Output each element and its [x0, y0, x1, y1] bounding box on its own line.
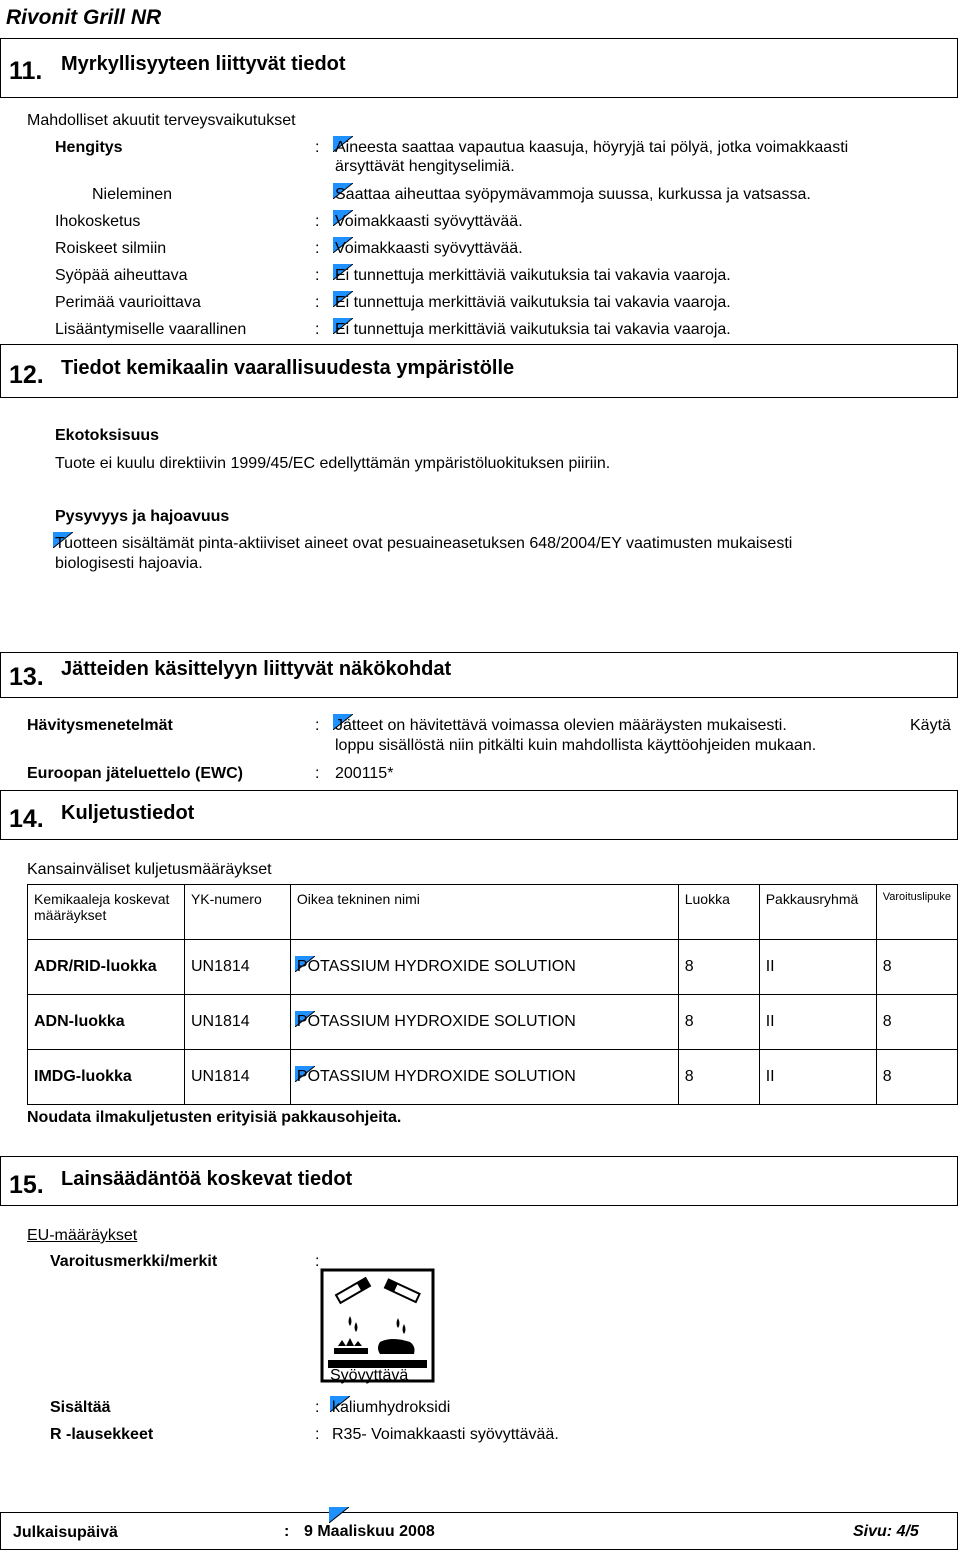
section-title: Myrkyllisyyteen liittyvät tiedot	[61, 53, 346, 75]
disposal-text-end: Käytä	[910, 717, 951, 734]
table-cell: UN1814	[184, 1050, 290, 1105]
value-roiskeet-silmiin: Voimakkaasti syövyttävää.	[335, 240, 523, 257]
contains-value: kaliumhydroksidi	[332, 1399, 451, 1416]
colon: :	[315, 240, 320, 257]
eu-regulations-heading: EU-määräykset	[27, 1227, 138, 1244]
table-cell: ADR/RID-luokka	[28, 940, 185, 995]
colon: :	[315, 139, 320, 156]
table-cell: 8	[876, 940, 957, 995]
warning-symbol-label: Varoitusmerkki/merkit	[50, 1253, 218, 1270]
table-cell	[290, 995, 678, 1050]
colon: :	[315, 321, 320, 338]
table-cell: II	[759, 1050, 876, 1105]
table-header-cell: Oikea tekninen nimi	[290, 885, 678, 940]
transport-heading: Kansainväliset kuljetusmääräykset	[27, 861, 272, 878]
persistence-text-cont: biologisesti hajoavia.	[55, 555, 203, 572]
section-number: 11.	[9, 57, 43, 85]
section-12-header	[0, 344, 958, 398]
label-lisaantymiselle-vaarallinen: Lisääntymiselle vaarallinen	[55, 321, 247, 338]
table-cell: 8	[876, 995, 957, 1050]
persistence-heading: Pysyvyys ja hajoavuus	[55, 508, 230, 525]
ewc-label: Euroopan jäteluettelo (EWC)	[27, 765, 243, 782]
section-13-header	[0, 652, 958, 698]
section-title: Kuljetustiedot	[61, 802, 195, 824]
colon: :	[315, 294, 320, 311]
value-syopaa-aiheuttava: Ei tunnettuja merkittäviä vaikutuksia tai vakavia vaaroja.	[335, 267, 731, 284]
colon: :	[315, 1253, 320, 1270]
r-phrases-value: R35- Voimakkaasti syövyttävää.	[332, 1426, 559, 1443]
label-nieleminen: Nieleminen	[92, 186, 173, 203]
table-cell	[290, 940, 678, 995]
table-cell: IMDG-luokka	[28, 1050, 185, 1105]
colon: :	[315, 717, 320, 734]
colon: :	[315, 267, 320, 284]
document-title: Rivonit Grill NR	[6, 6, 162, 29]
label-ihokosketus: Ihokosketus	[55, 213, 141, 230]
table-cell: 8	[876, 1050, 957, 1105]
section-number: 13.	[9, 663, 44, 691]
table-row	[28, 995, 958, 1050]
persistence-text: Tuotteen sisältämät pinta-aktiiviset aineet ovat pesuaineasetuksen 648/2004/EY vaatimusten mukaisesti	[55, 535, 793, 552]
value-perimaa-vaurioittava: Ei tunnettuja merkittäviä vaikutuksia tai vakavia vaaroja.	[335, 294, 731, 311]
symbol-caption: Syövyttävä	[330, 1367, 409, 1384]
table-header-cell: Varoituslipuke	[876, 885, 957, 940]
value-nieleminen: Saattaa aiheuttaa syöpymävammoja suussa, kurkussa ja vatsassa.	[335, 186, 811, 203]
contains-label: Sisältää	[50, 1399, 111, 1416]
disposal-text-cont: loppu sisällöstä niin pitkälti kuin mahdollista käyttöohjeiden mukaan.	[335, 737, 817, 754]
section-title: Lainsäädäntöä koskevat tiedot	[61, 1168, 353, 1190]
value-ihokosketus: Voimakkaasti syövyttävää.	[335, 213, 523, 230]
value-hengitys-cont: ärsyttävät hengityselimiä.	[335, 158, 515, 175]
ewc-value: 200115*	[335, 765, 394, 782]
value-hengitys: Aineesta saattaa vapautua kaasuja, höyryjä tai pölyä, jotka voimakkaasti	[335, 139, 849, 156]
ecotoxicity-heading: Ekotoksisuus	[55, 427, 160, 444]
air-transport-note: Noudata ilmakuljetusten erityisiä pakkausohjeita.	[27, 1109, 402, 1126]
footer	[0, 1512, 958, 1550]
table-header-cell: Pakkausryhmä	[759, 885, 876, 940]
shipping-name: POTASSIUM HYDROXIDE SOLUTION	[296, 1068, 576, 1085]
shipping-name: POTASSIUM HYDROXIDE SOLUTION	[296, 958, 576, 975]
section-15-header	[0, 1156, 958, 1206]
section-number: 12.	[9, 361, 44, 389]
table-cell: II	[759, 940, 876, 995]
table-row	[28, 940, 958, 995]
disposal-label: Hävitysmenetelmät	[27, 717, 173, 734]
table-cell: UN1814	[184, 995, 290, 1050]
table-cell	[290, 1050, 678, 1105]
table-header-row	[28, 885, 958, 940]
marker-icon	[329, 1507, 349, 1523]
colon: :	[284, 1523, 290, 1540]
table-cell: 8	[678, 940, 759, 995]
section-title: Jätteiden käsittelyyn liittyvät näkökohdat	[61, 658, 452, 680]
label-syopaa-aiheuttava: Syöpää aiheuttava	[55, 267, 188, 284]
section-11-header	[0, 38, 958, 98]
r-phrases-label: R -lausekkeet	[50, 1426, 154, 1443]
table-cell: II	[759, 995, 876, 1050]
table-cell: 8	[678, 995, 759, 1050]
section-number: 14.	[9, 805, 44, 833]
table-cell: UN1814	[184, 940, 290, 995]
issue-date-value: 9 Maaliskuu 2008	[304, 1523, 435, 1540]
section-title: Tiedot kemikaalin vaarallisuudesta ympäristölle	[61, 357, 515, 379]
table-row	[28, 1050, 958, 1105]
colon: :	[315, 765, 320, 782]
table-header-cell: YK-numero	[184, 885, 290, 940]
shipping-name: POTASSIUM HYDROXIDE SOLUTION	[296, 1013, 576, 1030]
table-header-cell: Kemikaaleja koskevat määräykset	[28, 885, 185, 940]
page-number: Sivu: 4/5	[853, 1523, 919, 1540]
value-lisaantymiselle-vaarallinen: Ei tunnettuja merkittäviä vaikutuksia tai vakavia vaaroja.	[335, 321, 731, 338]
ecotoxicity-text: Tuote ei kuulu direktiivin 1999/45/EC edellyttämän ympäristöluokituksen piiriin.	[55, 455, 611, 472]
label-perimaa-vaurioittava: Perimää vaurioittava	[55, 294, 201, 311]
table-cell: ADN-luokka	[28, 995, 185, 1050]
corrosive-hazard-icon	[320, 1268, 435, 1383]
colon: :	[315, 1399, 320, 1416]
transport-table	[27, 884, 958, 1105]
acute-effects-heading: Mahdolliset akuutit terveysvaikutukset	[27, 112, 296, 129]
issue-date-label: Julkaisupäivä	[13, 1524, 118, 1541]
colon: :	[315, 213, 320, 230]
section-number: 15.	[9, 1171, 44, 1199]
colon: :	[315, 1426, 320, 1443]
table-cell: 8	[678, 1050, 759, 1105]
label-roiskeet-silmiin: Roiskeet silmiin	[55, 240, 167, 257]
table-header-cell: Luokka	[678, 885, 759, 940]
section-14-header	[0, 790, 958, 840]
label-hengitys: Hengitys	[55, 139, 123, 156]
disposal-text: Jätteet on hävitettävä voimassa olevien määräysten mukaisesti.	[335, 717, 787, 734]
